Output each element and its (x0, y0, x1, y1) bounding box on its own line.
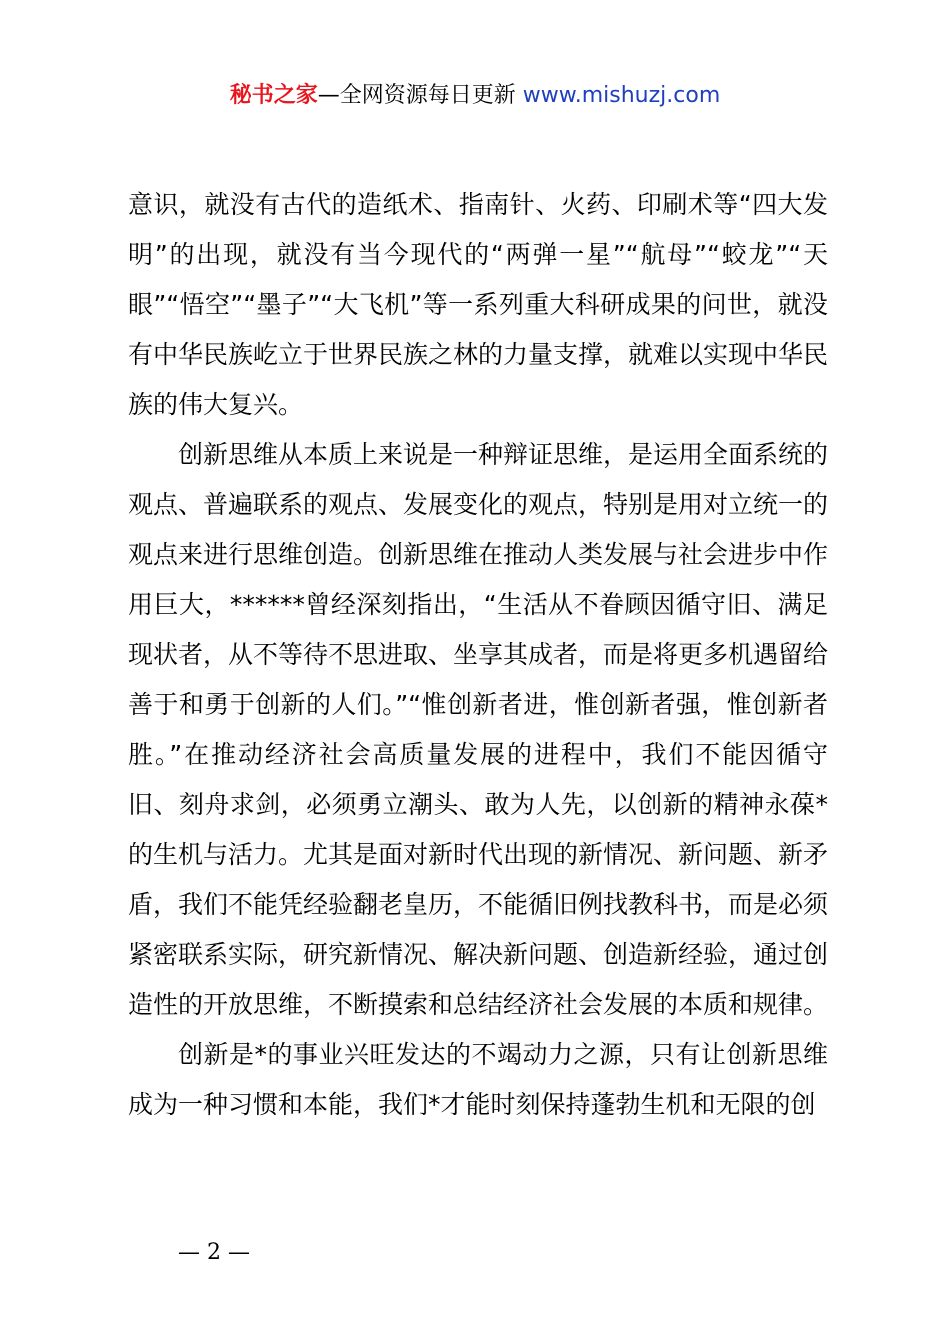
document-body (128, 180, 828, 1130)
header-tagline: —全网资源每日更新 (317, 83, 516, 108)
paragraph: 创新是*的事业兴旺发达的不竭动力之源，只有让创新思维成为一种习惯和本能，我们*才能时刻保持蓬勃生机和无限的创 (128, 1040, 828, 1119)
paragraph-continued: 意识，就没有古代的造纸术、指南针、火药、印刷术等“四大发明”的出现，就没有当今现代的“两弹一星”“航母”“蛟龙”“天眼”“悟空”“墨子”“大飞机”等一系列重大科研成果的问世，就没有中华民族屹立于世界民族之林的力量支撑，就难以实现中华民族的伟大复兴。 (128, 190, 829, 419)
page-header (0, 80, 950, 112)
paragraph: 创新思维从本质上来说是一种辩证思维，是运用全面系统的观点、普遍联系的观点、发展变化的观点，特别是用对立统一的观点来进行思维创造。创新思维在推动人类发展与社会进步中作用巨大，******曾经深刻指出，“生活从不眷顾因循守旧、满足现状者，从不等待不思进取、坐享其成者，而是将更多机遇留给善于和勇于创新的人们。”“惟创新者进，惟创新者强，惟创新者胜。”在推动经济社会高质量发展的进程中，我们不能因循守旧、刻舟求剑，必须勇立潮头、敢为人先，以创新的精神永葆*的生机与活力。尤其是面对新时代出现的新情况、新问题、新矛盾，我们不能凭经验翻老皇历，不能循旧例找教科书，而是必须紧密联系实际，研究新情况、解决新问题、创造新经验，通过创造性的开放思维，不断摸索和总结经济社会发展的本质和规律。 (128, 440, 829, 1019)
brand-name: 秘书之家 (229, 83, 318, 108)
site-url-link[interactable]: www.mishuzj.com (522, 83, 721, 108)
page-number: — 2 — (178, 1240, 250, 1265)
